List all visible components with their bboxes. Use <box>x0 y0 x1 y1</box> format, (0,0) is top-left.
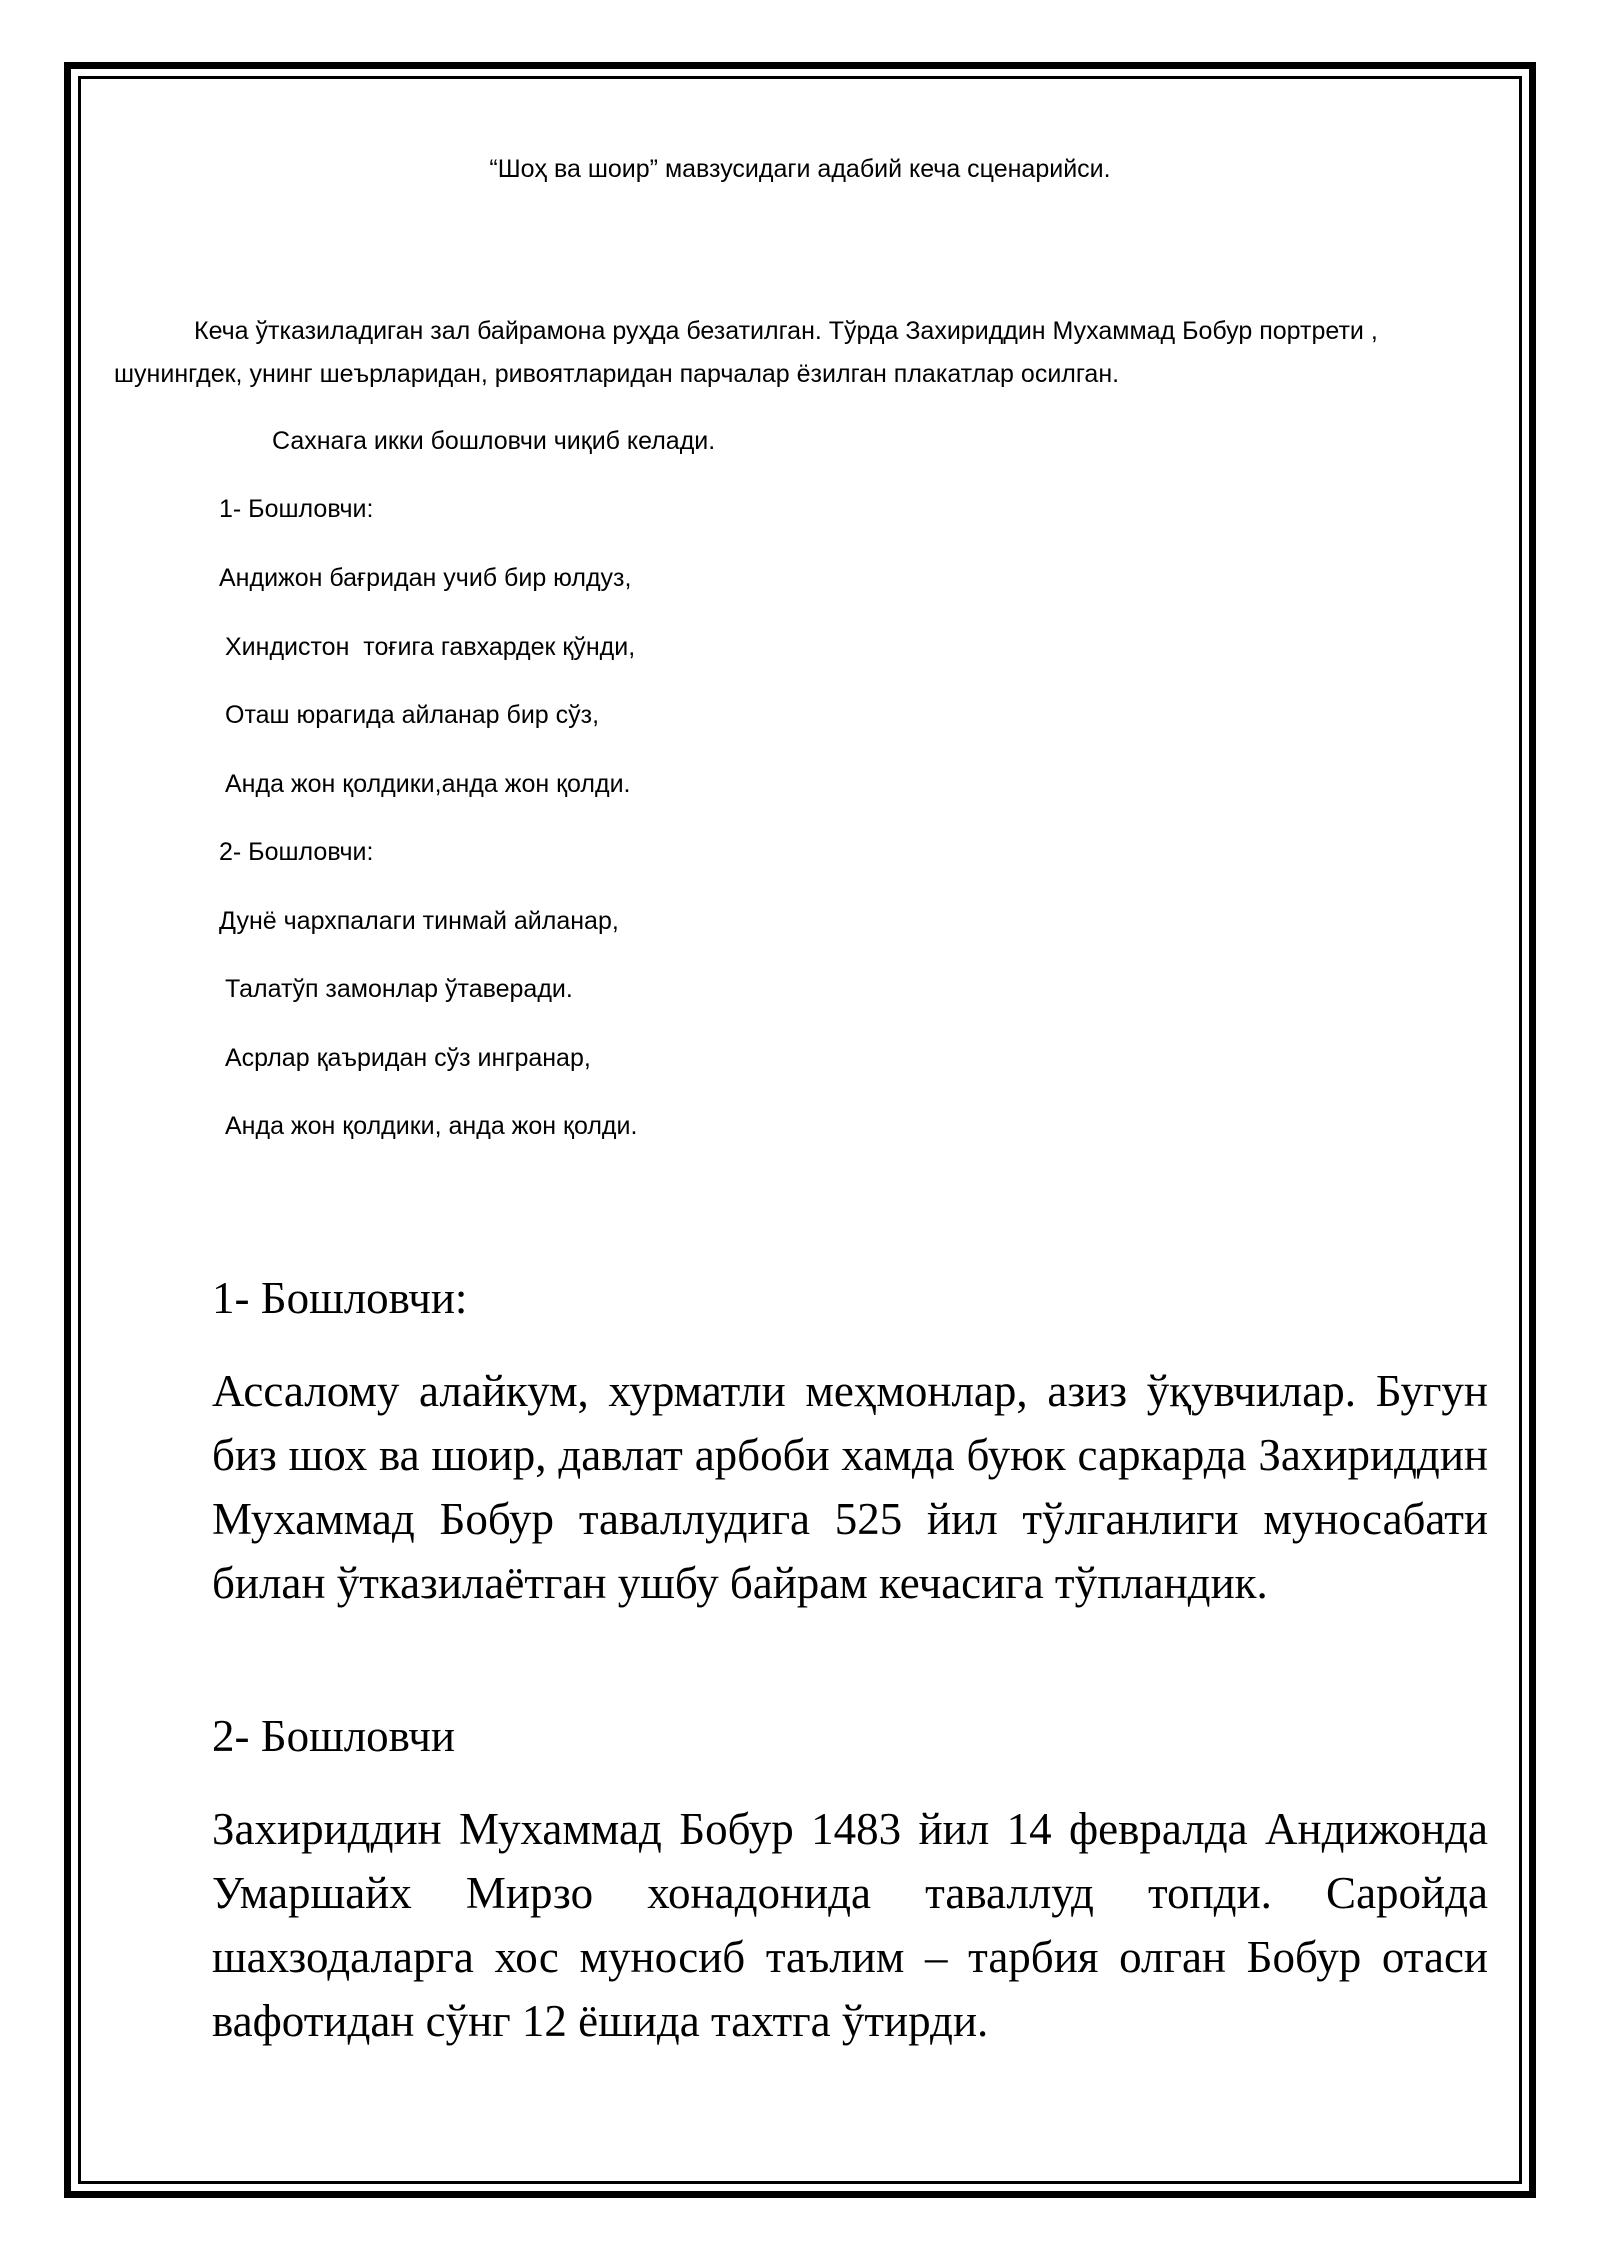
host1-label: 1- Бошловчи: <box>219 495 374 523</box>
host2-label: 2- Бошловчи: <box>219 838 374 866</box>
poem1-line: Оташ юрагида айланар бир сўз, <box>225 701 600 729</box>
host2-speech: Захириддин Мухаммад Бобур 1483 йил 14 февралда Андижонда Умаршайх Мирзо хонадонида таваллуд топди. Саройда шахзодаларга хос муносиб таълим – тарбия олган Бобур отаси вафотидан сўнг 12 ёшида тахтга ўтирди. <box>212 1804 1488 2046</box>
host2-speech-label: 2- Бошловчи <box>212 1711 455 1761</box>
intro-paragraph: Кеча ўтказиладиган зал байрамона руҳда безатилган. Тўрда Захириддин Мухаммад Бобур портрети , шунингдек, унинг шеърларидан, ривоятларидан парчалар ёзилган плакатлар осилган. <box>114 317 1378 388</box>
stage-direction: Сахнага икки бошловчи чиқиб келади. <box>272 427 716 455</box>
poem1-line: Анда жон қолдики,анда жон қолди. <box>225 770 631 798</box>
poem2-line: Талатўп замонлар ўтаверади. <box>225 975 573 1003</box>
host1-speech: Ассалому алайкум, хурматли меҳмонлар, азиз ўқувчилар. Бугун биз шох ва шоир, давлат арбоби хамда буюк саркарда Захириддин Мухаммад Бобур таваллудига 525 йил тўлганлиги муносабати билан ўтказилаётган ушбу байрам кечасига тўпландик. <box>212 1366 1488 1608</box>
poem2-line: Асрлар қаъридан сўз ингранар, <box>225 1044 591 1072</box>
poem2-line: Дунё чархпалаги тинмай айланар, <box>219 907 619 935</box>
poem2-line: Анда жон қолдики, анда жон қолди. <box>225 1112 638 1140</box>
poem1-line: Андижон бағридан учиб бир юлдуз, <box>219 564 632 592</box>
poem1-line: Хиндистон тоғига гавхардек қўнди, <box>225 633 636 661</box>
host1-speech-label: 1- Бошловчи: <box>212 1273 468 1323</box>
document-title: “Шоҳ ва шоир” мавзусидаги адабий кеча сценарийси. <box>489 155 1111 183</box>
